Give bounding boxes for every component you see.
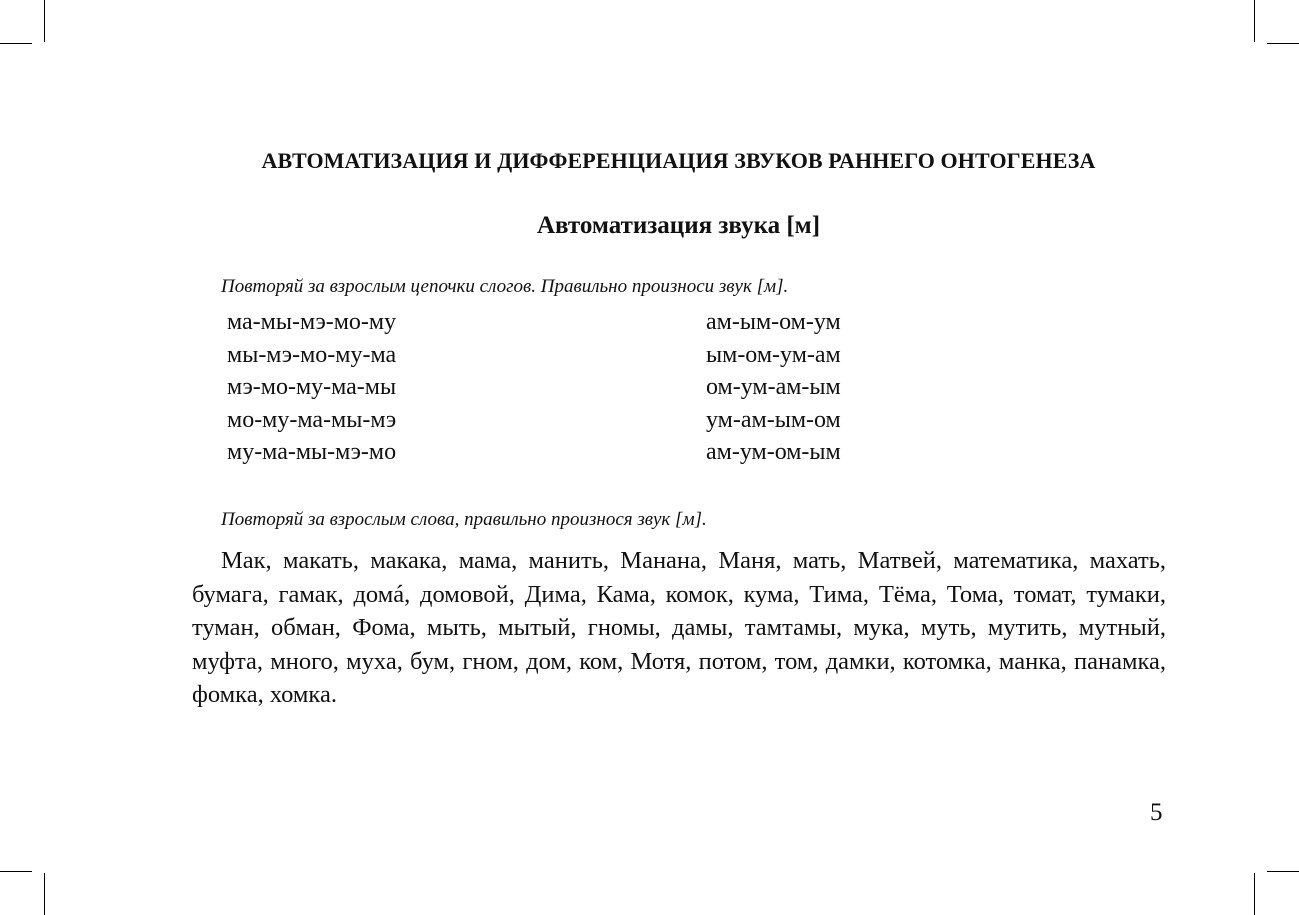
- crop-mark: [0, 43, 32, 44]
- exercise-2-instruction: Повторяй за взрослым слова, правильно произнося звук [м].: [221, 509, 707, 530]
- word-list-paragraph: Мак, макать, макака, мама, манить, Манана, Маня, мать, Матвей, математика, махать, бумага, гамак, домá, домовой, Дима, Кама, комок, кума, Тима, Тёма, Тома, томат, тумаки, туман, обман, Фома, мыть, мытый, гномы, дамы, тамтамы, мука, муть, мутить, мутный, муфта, много, муха, бум, гном, дом, ком, Мотя, потом, том, дамки, котомка, манка, панамка, фомка, хомка.: [192, 547, 1166, 709]
- crop-mark: [44, 0, 45, 42]
- syllable-chain: мэ-мо-му-ма-мы: [227, 374, 397, 400]
- syllable-chain: ум-ам-ым-ом: [706, 406, 841, 433]
- syllable-chain: ам-ум-ом-ым: [706, 439, 841, 465]
- page-title: Автоматизация звука [м]: [536, 212, 821, 239]
- crop-mark: [44, 873, 45, 915]
- syllable-chain: ым-ом-ум-ам: [706, 341, 841, 368]
- syllable-chain-left-column: [227, 306, 396, 469]
- syllable-chain: му-ма-мы-мэ-мо: [227, 439, 397, 465]
- exercise-1-instruction: Повторяй за взрослым цепочки слогов. Правильно произноси звук [м].: [221, 276, 789, 297]
- crop-mark: [1254, 873, 1255, 915]
- page-number: 5: [1150, 799, 1163, 826]
- syllable-chain: мы-мэ-мо-му-ма: [227, 341, 397, 368]
- crop-mark: [0, 871, 32, 872]
- section-title: АВТОМАТИЗАЦИЯ И ДИФФЕРЕНЦИАЦИЯ ЗВУКОВ РАННЕГО ОНТОГЕНЕЗА: [261, 148, 1096, 173]
- syllable-chain: ам-ым-ом-ум: [706, 309, 841, 335]
- crop-mark: [1267, 43, 1299, 44]
- syllable-chain: ма-мы-мэ-мо-му: [227, 309, 397, 335]
- syllable-chain: мо-му-ма-мы-мэ: [227, 406, 397, 433]
- syllable-chain: ом-ум-ам-ым: [706, 374, 841, 400]
- crop-mark: [1254, 0, 1255, 42]
- syllable-chain-right-column: [706, 306, 841, 469]
- crop-mark: [1267, 871, 1299, 872]
